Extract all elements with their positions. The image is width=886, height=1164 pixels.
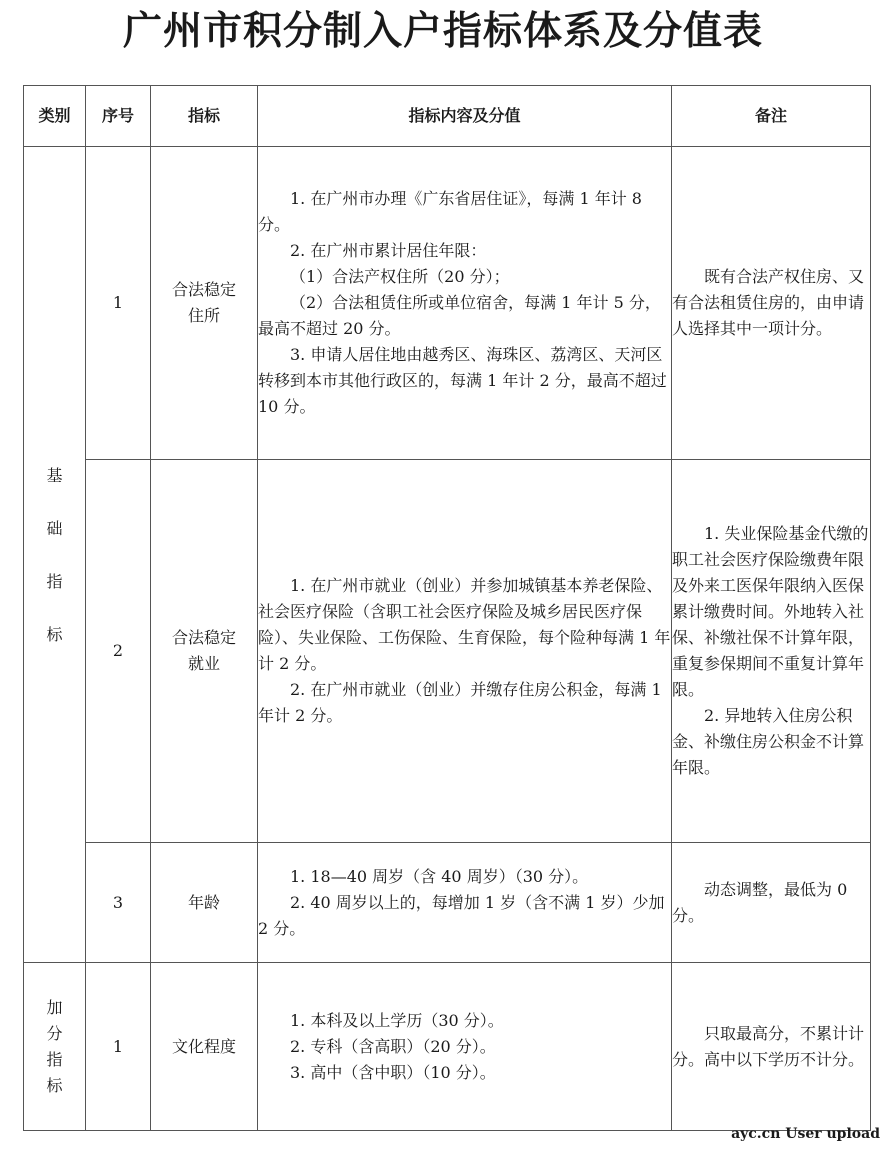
table-row-basic-3 <box>24 843 871 963</box>
header-row <box>24 86 871 147</box>
content-cell: 1. 本科及以上学历（30 分）。 2. 专科（含高职）（20 分）。 3. 高中（含中职）（10 分）。 <box>258 963 672 1131</box>
category-cell-bonus <box>24 963 86 1131</box>
header-content: 指标内容及分值 <box>258 86 672 147</box>
header-seq: 序号 <box>86 86 151 147</box>
indicator-cell: 合法稳定 住所 <box>151 147 258 460</box>
page-title: 广州市积分制入户指标体系及分值表 <box>122 9 763 54</box>
watermark-footer: ayc.cn User upload <box>731 1126 880 1142</box>
remarks-cell: 动态调整，最低为 0 分。 <box>672 843 871 963</box>
table-row-basic-2 <box>24 460 871 843</box>
content-cell: 1. 在广州市办理《广东省居住证》，每满 1 年计 8 分。 2. 在广州市累计居住年限： （1）合法产权住所（20 分）； （2）合法租赁住所或单位宿舍，每满 1 年计 5 分，最高不超过 20 分。 3. 申请人居住地由越秀区、海珠区、荔湾区、天河区转移到本市其他行政区的，每满 1 年计 2 分，最高不超过 10 分。 <box>258 147 672 460</box>
remarks-cell: 1. 失业保险基金代缴的职工社会医疗保险缴费年限及外来工医保年限纳入医保累计缴费时间。外地转入社保、补缴社保不计算年限，重复参保期间不重复计算年限。 2. 异地转入住房公积金、补缴住房公积金不计算年限。 <box>672 460 871 843</box>
header-category: 类别 <box>24 86 86 147</box>
seq-cell: 2 <box>86 460 151 843</box>
seq-cell: 3 <box>86 843 151 963</box>
seq-cell: 1 <box>86 147 151 460</box>
content-cell: 1. 18—40 周岁（含 40 周岁）（30 分）。 2. 40 周岁以上的，每增加 1 岁（含不满 1 岁）少加 2 分。 <box>258 843 672 963</box>
points-table <box>23 85 871 1131</box>
content-cell: 1. 在广州市就业（创业）并参加城镇基本养老保险、社会医疗保险（含职工社会医疗保险及城乡居民医疗保险）、失业保险、工伤保险、生育保险，每个险种每满 1 年计 2 分。 2. 在广州市就业（创业）并缴存住房公积金，每满 1 年计 2 分。 <box>258 460 672 843</box>
indicator-cell: 文化程度 <box>151 963 258 1131</box>
remarks-cell: 只取最高分，不累计计分。高中以下学历不计分。 <box>672 963 871 1131</box>
indicator-cell: 年龄 <box>151 843 258 963</box>
category-label-basic: 基 础 指 标 <box>46 465 63 644</box>
header-remarks: 备注 <box>672 86 871 147</box>
remarks-cell: 既有合法产权住房、又有合法租赁住房的，由申请人选择其中一项计分。 <box>672 147 871 460</box>
seq-cell: 1 <box>86 963 151 1131</box>
category-cell-basic <box>24 147 86 963</box>
table-row-bonus-1 <box>24 963 871 1131</box>
table-row-basic-1 <box>24 147 871 460</box>
indicator-cell: 合法稳定 就业 <box>151 460 258 843</box>
header-indicator: 指标 <box>151 86 258 147</box>
category-label-bonus: 加 分 指 标 <box>46 997 63 1095</box>
